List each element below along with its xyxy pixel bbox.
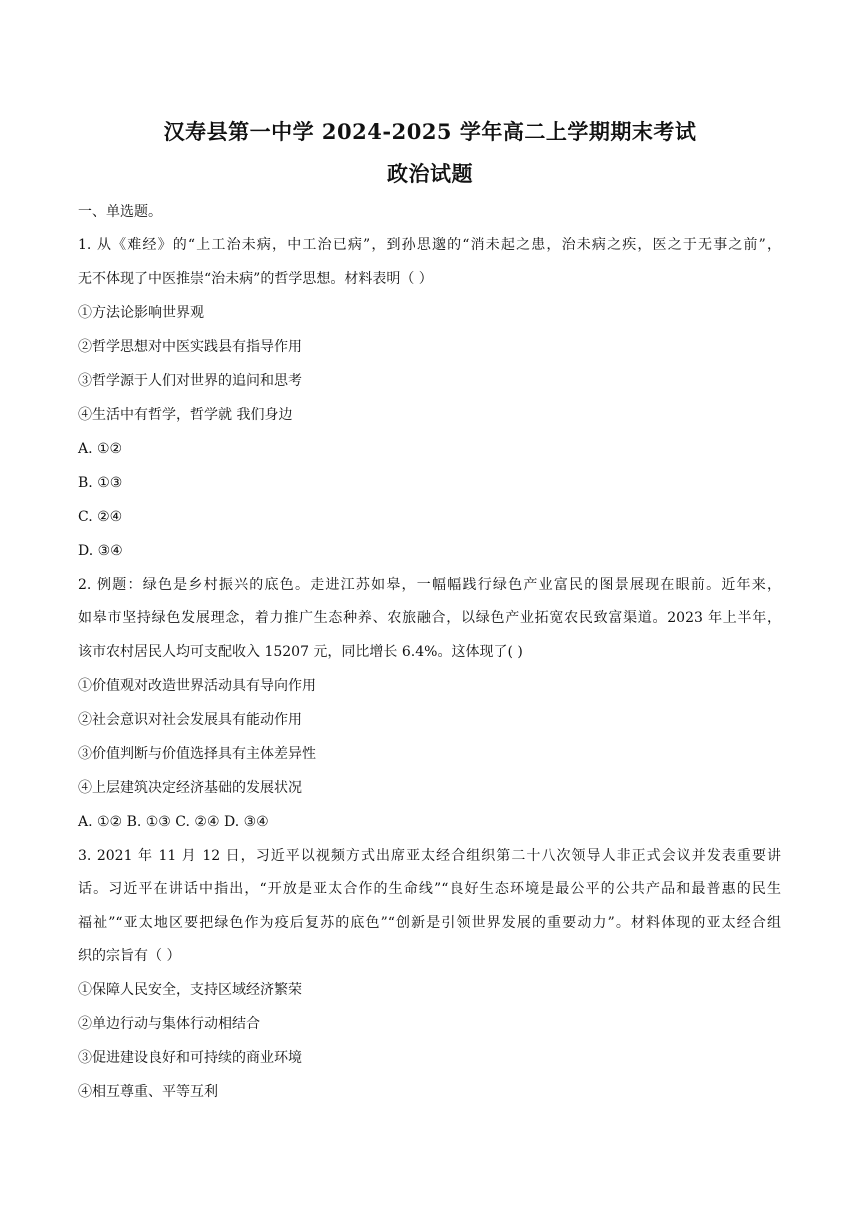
q2-item-2: ②社会意识对社会发展具有能动作用: [78, 712, 302, 728]
q2-stem-line3: 该市农村居民人均可支配收入 15207 元，同比增长 6.4%。这体现了( ): [78, 644, 523, 660]
q3-item-4: ④相互尊重、平等互利: [78, 1084, 218, 1100]
q3-stem-line4: 织的宗旨有（ ）: [78, 948, 181, 964]
q3-item-1: ①保障人民安全，支持区域经济繁荣: [78, 982, 302, 998]
q1-option-b: B. ①③: [78, 475, 123, 491]
q3-stem-line2: 话。习近平在讲话中指出，“开放是亚太合作的生命线”“良好生态环境是最公平的公共产品和最普惠的民生: [78, 881, 781, 897]
q1-item-3: ③哲学源于人们对世界的追问和思考: [78, 373, 302, 389]
q1-item-4: ④生活中有哲学，哲学就 我们身边: [78, 407, 293, 423]
page-title: 汉寿县第一中学 2024-2025 学年高二上学期期末考试: [163, 119, 697, 144]
q1-option-d: D. ③④: [78, 543, 123, 559]
q3-item-2: ②单边行动与集体行动相结合: [78, 1016, 260, 1032]
q3-stem-line3: 福祉”“亚太地区要把绿色作为疫后复苏的底色”“创新是引领世界发展的重要动力”。材料体现的亚太经合组: [78, 915, 781, 931]
page-subtitle: 政治试题: [387, 161, 473, 186]
q2-item-1: ①价值观对改造世界活动具有导向作用: [78, 678, 316, 694]
q2-item-3: ③价值判断与价值选择具有主体差异性: [78, 746, 316, 762]
q1-option-a: A. ①②: [78, 441, 123, 457]
q1-option-c: C. ②④: [78, 509, 123, 525]
q3-item-3: ③促进建设良好和可持续的商业环境: [78, 1050, 302, 1066]
section-heading: 一、单选题。: [78, 204, 162, 220]
q1-stem-line1: 1. 从《难经》的“上工治未病，中工治已病”，到孙思邈的“消未起之患，治未病之疾，医之于无事之前”，: [78, 237, 781, 253]
q1-stem-line2: 无不体现了中医推崇“治未病”的哲学思想。材料表明（ ）: [78, 271, 433, 287]
q2-stem-line2: 如皋市坚持绿色发展理念，着力推广生态种养、农旅融合，以绿色产业拓宽农民致富渠道。2023 年上半年，: [78, 610, 781, 626]
q1-item-1: ①方法论影响世界观: [78, 305, 204, 321]
q1-item-2: ②哲学思想对中医实践县有指导作用: [78, 339, 302, 355]
q2-options: A. ①② B. ①③ C. ②④ D. ③④: [78, 814, 269, 830]
q2-stem-line1: 2. 例题：绿色是乡村振兴的底色。走进江苏如皋，一幅幅践行绿色产业富民的图景展现在眼前。近年来，: [78, 577, 781, 593]
q3-stem-line1: 3. 2021 年 11 月 12 日，习近平以视频方式出席亚太经合组织第二十八次领导人非正式会议并发表重要讲: [78, 848, 781, 864]
q2-item-4: ④上层建筑决定经济基础的发展状况: [78, 780, 302, 796]
